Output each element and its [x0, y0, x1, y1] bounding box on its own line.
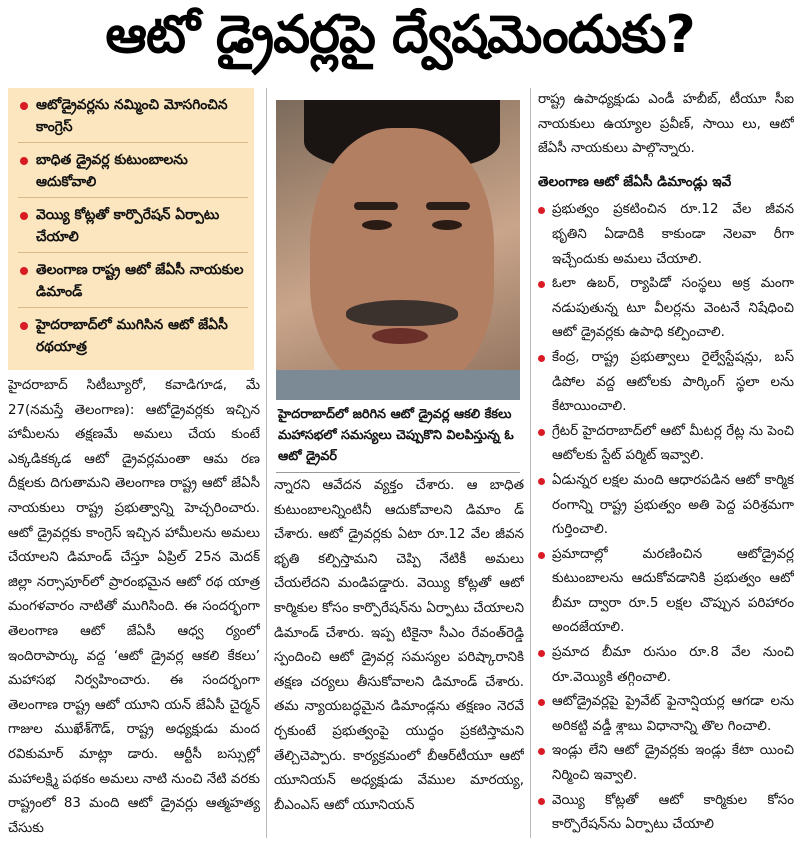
body-column-2	[274, 474, 524, 840]
caption-divider	[276, 472, 520, 473]
body-paragraph: హైదరాబాద్ సిటీబ్యూరో, కవాడిగూడ, మే 27(నమస్తే తెలంగాణ): ఆటోడ్రైవర్లకు ఇచ్చిన హామీలను తక్షణమే అమలు చేయ కుంటే ఎక్కడికక్కడ ఆటో డ్రైవర్లమంతా ఆమ రణ దీక్షలకు దిగుతామని తెలంగాణ రాష్ట్ర ఆటో జేఏసీ నాయకులు రాష్ట్ర ప్రభుత్వాన్ని హెచ్చరించారు. ఆటో డ్రైవర్లకు కాంగ్రెస్ ఇచ్చిన హామీలను అమలు చేయాలని డిమాండ్ చేస్తూ ఏప్రిల్ 25న మెదక్ జిల్లా నర్సాపూర్‌లో ప్రారంభమైన ఆటో రథ యాత్ర మంగళవారం నాటితో ముగిసింది. ఈ సందర్భంగా తెలంగాణ ఆటో జేఏసీ ఆధ్వ ర్యంలో ఇందిరాపార్కు వద్ద ‘ఆటో డ్రైవర్ల ఆకలి కేకలు’ మహాసభ నిర్వహించారు. ఈ సందర్భంగా తెలంగాణ రాష్ట్ర ఆటో యూని యన్ జేఏసీ చైర్మన్ గాజుల ముఖేశ్‌గౌడ్, రాష్ట్ర అధ్యక్షుడు మంద రవికుమార్ మాట్లా డారు. ఆర్టీసీ బస్సుల్లో మహాలక్ష్మి పథకం అమలు నాటి నుంచి నేటి వరకు రాష్ట్రంలో 83 మంది ఆటో డ్రైవర్లు ఆత్మహత్య చేసుకు	[8, 378, 260, 836]
demand-item: గ్రేటర్ హైదరాబాద్‌లో ఆటో మీటర్ల రేట్ల ను పెంచి ఆటోలకు స్టేట్ పర్మిట్ ఇవ్వాలి.	[538, 420, 794, 469]
highlight-item: తెలంగాణ రాష్ట్ర ఆటో జేఏసీ నాయకుల డిమాండ్	[18, 259, 248, 308]
highlight-item: వెయ్యి కోట్లతో కార్పొరేషన్ ఏర్పాటు చేయాలి	[18, 204, 248, 253]
auto-driver-photo	[276, 100, 520, 400]
headline: ఆటో డ్రైవర్లపై ద్వేషమెందుకు?	[105, 4, 695, 65]
demand-item: ప్రభుత్వం ప్రకటించిన రూ.12 వేల జీవన భృతిని ఏడాదికి కాకుండా నెలవా రీగా ఇచ్చేందుకు అమలు చేయాలి.	[538, 198, 794, 272]
body-column-3	[538, 88, 794, 840]
column-divider	[530, 88, 531, 838]
demand-item: ఇండ్లు లేని ఆటో డ్రైవర్లకు ఇండ్లు కేటా యించి నిర్మించి ఇవ్వాలి.	[538, 739, 794, 788]
highlights-box	[8, 88, 254, 370]
demand-item: వెయ్యి కోట్లతో ఆటో కార్మికుల కోసం కార్పొరేషన్‌ను ఏర్పాటు చేయాలి	[538, 789, 794, 838]
photo-caption: హైదరాబాద్‌లో జరిగిన ఆటో డ్రైవర్ల ఆకలి కేకలు మహాసభలో సమస్యలు చెప్పుకొని విలపిస్తున్న ఓ ఆటో డ్రైవర్	[278, 407, 514, 464]
demand-item: కేంద్ర, రాష్ట్ర ప్రభుత్వాలు రైల్వేస్టేషన్లు, బస్ డిపోల వద్ద ఆటోలకు పార్కింగ్ స్థలా లను కేటాయించాలి.	[538, 346, 794, 420]
demand-item: ఓలా ఉబర్, ర్యాపిడో సంస్థలు అక్ర మంగా నడుపుతున్న టూ వీలర్లను వెంటనే నిషేధించి ఆటో డ్రైవర్లకు ఉపాధి కల్పించాలి.	[538, 272, 794, 346]
demand-item: ఏడున్నర లక్షల మంది ఆధారపడిన ఆటో కార్మిక రంగాన్ని రాష్ట్ర ప్రభుత్వం అతి పెద్ద పరిశ్రమగా గుర్తించాలి.	[538, 469, 794, 543]
body-paragraph: న్నారని ఆవేదన వ్యక్తం చేశారు. ఆ బాధిత కుటుంబాలన్నింటినీ ఆదుకోవాలని డిమాం డ్ చేశారు. ఆటో డ్రైవర్లకు ఏటా రూ.12 వేల జీవన భృతి కల్పిస్తామని చెప్పి నేటికీ అమలు చేయలేదని మండిపడ్డారు. వెయ్యి కోట్లతో ఆటో కార్మికుల కోసం కార్పొరేషన్‌ను ఏర్పాటు చేయాలని డిమాండ్ చేశారు. ఇప్ప టికైనా సీఎం రేవంత్‌రెడ్డి స్పందించి ఆటో డ్రైవర్ల సమస్యల పరిష్కారానికి తక్షణ చర్యలు తీసుకోవాలని డిమాండ్ చేశారు. తమ న్యాయబద్ధమైన డిమాండ్లను తక్షణం నెరవే ర్చకుంటే ప్రభుత్వంపై యుద్ధం ప్రకటిస్తామని తేల్చిచెప్పారు. కార్యక్రమంలో బీఆర్‌టీయూ ఆటో యూనియన్ అధ్యక్షుడు వేముల మారయ్య, బీఎంఎస్ ఆటో యూనియన్	[274, 478, 524, 813]
highlight-item: హైదరాబాద్‌లో ముగిసిన ఆటో జేఏసీ రథయాత్ర	[18, 314, 248, 362]
demands-subhead: తెలంగాణ ఆటో జేఏసీ డిమాండ్లు ఇవే	[538, 173, 732, 190]
highlight-item: ఆటోడ్రైవర్లను నమ్మించి మోసగించిన కాంగ్రెస్	[18, 94, 248, 143]
demand-item: ప్రమాదాల్లో మరణించిన ఆటోడ్రైవర్ల కుటుంబాలను ఆదుకోవడానికి ప్రభుత్వం ఆటో బీమా ద్వారా రూ.5 లక్షల చొప్పున పరిహారం అందజేయాలి.	[538, 543, 794, 641]
body-paragraph: రాష్ట్ర ఉపాధ్యక్షుడు ఎండీ హబీబ్, టీయూ సీఐ నాయకులు ఉయ్యాల ప్రవీణ్, సాయి లు, ఆటో జేఏసీ నాయకులు పాల్గొన్నారు.	[538, 92, 794, 157]
body-column-1	[8, 374, 260, 840]
column-divider	[266, 88, 267, 838]
demand-item: ఆటోడ్రైవర్లపై ప్రైవేట్ ఫైనాన్షియర్ల ఆగడా లను అరికట్టి వడ్డీ శ్లాబు విధానాన్ని తొల గించాలి.	[538, 690, 794, 739]
demand-item: ప్రమాద బీమా రుసుం రూ.8 వేల నుంచి రూ.వెయ్యికి తగ్గించాలి.	[538, 641, 794, 690]
highlight-item: బాధిత డ్రైవర్ల కుటుంబాలను ఆదుకోవాలి	[18, 149, 248, 198]
